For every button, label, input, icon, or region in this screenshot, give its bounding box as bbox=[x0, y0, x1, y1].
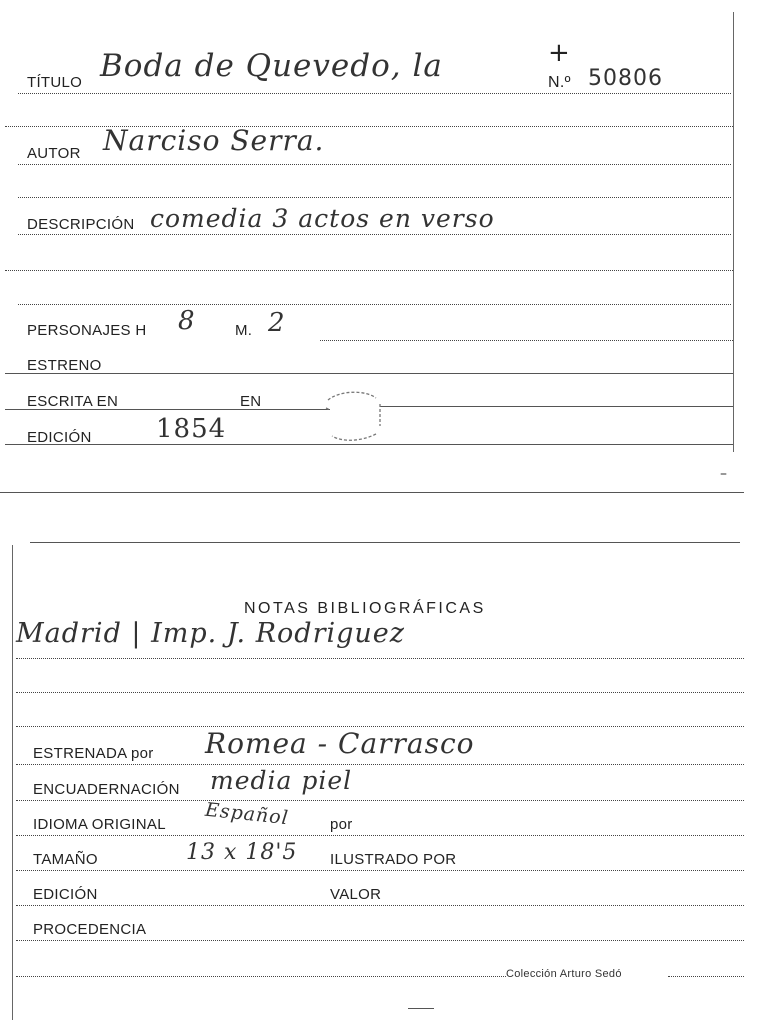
escrita-rule-left bbox=[5, 409, 330, 410]
cross-mark: + bbox=[548, 38, 570, 68]
estreno-rule bbox=[5, 373, 733, 374]
numero-label: N.º bbox=[548, 74, 571, 91]
edicion-bottom-label: EDICIÓN bbox=[33, 886, 98, 903]
collection-footer: Colección Arturo Sedó bbox=[506, 968, 622, 980]
escrita-rule-right bbox=[380, 406, 733, 407]
edicion-value: 1854 bbox=[156, 414, 227, 444]
autor-label: AUTOR bbox=[27, 145, 81, 162]
footer-rule bbox=[16, 976, 506, 977]
estrenada-rule bbox=[16, 764, 744, 765]
valor-label: VALOR bbox=[330, 886, 382, 903]
notas-heading: NOTAS BIBLIOGRÁFICAS bbox=[244, 600, 486, 617]
estreno-label: ESTRENO bbox=[27, 357, 102, 374]
estrenada-value: Romea - Carrasco bbox=[205, 727, 475, 760]
edicion-label: EDICIÓN bbox=[27, 429, 92, 446]
card-top-edge bbox=[30, 542, 740, 543]
notas-rule-2 bbox=[16, 692, 744, 693]
blank-rule-4 bbox=[18, 304, 731, 305]
descripcion-rule bbox=[18, 234, 731, 235]
personajes-rule bbox=[320, 340, 733, 341]
estrenada-label: ESTRENADA por bbox=[33, 745, 154, 762]
autor-rule bbox=[18, 164, 731, 165]
numero-value: 50806 bbox=[588, 66, 663, 91]
idioma-value: Español bbox=[204, 798, 290, 830]
encuadernacion-label: ENCUADERNACIÓN bbox=[33, 781, 180, 798]
card-bottom-edge bbox=[0, 492, 744, 493]
personajes-m-label: M. bbox=[235, 322, 253, 339]
blank-rule-2 bbox=[18, 197, 731, 198]
blank-rule-3 bbox=[5, 270, 733, 271]
footer-rule-end bbox=[668, 976, 744, 977]
catalog-card-top bbox=[0, 0, 759, 495]
bottom-tick bbox=[408, 1008, 434, 1009]
notas-line-value: Madrid | Imp. J. Rodriguez bbox=[16, 618, 406, 649]
idioma-label: IDIOMA ORIGINAL bbox=[33, 816, 166, 833]
autor-value: Narciso Serra. bbox=[103, 124, 325, 157]
encuadernacion-value: media piel bbox=[210, 766, 353, 795]
titulo-rule bbox=[18, 93, 731, 94]
personajes-h-value: 8 bbox=[178, 306, 196, 336]
descripcion-value: comedia 3 actos en verso bbox=[150, 204, 495, 233]
tamano-rule bbox=[16, 870, 744, 871]
titulo-value: Boda de Quevedo, la bbox=[100, 48, 443, 84]
procedencia-rule bbox=[16, 940, 744, 941]
escrita-en-label: EN bbox=[240, 393, 262, 410]
edicion-rule bbox=[5, 444, 733, 445]
edicion-bottom-rule bbox=[16, 905, 744, 906]
stamp-mark bbox=[320, 388, 386, 444]
idioma-por-label: por bbox=[330, 816, 353, 833]
tamano-label: TAMAÑO bbox=[33, 851, 98, 868]
catalog-card-bottom bbox=[0, 530, 759, 1028]
card-left-edge bbox=[12, 545, 13, 1020]
notas-rule-1 bbox=[16, 658, 744, 659]
idioma-rule bbox=[16, 835, 744, 836]
card-right-edge bbox=[733, 12, 734, 452]
encuadernacion-rule bbox=[16, 800, 744, 801]
titulo-label: TÍTULO bbox=[27, 74, 83, 91]
tamano-value: 13 x 18'5 bbox=[186, 840, 298, 865]
personajes-m-value: 2 bbox=[268, 308, 286, 338]
personajes-label: PERSONAJES H bbox=[27, 322, 147, 339]
dash-mark: – bbox=[720, 466, 727, 482]
escrita-label: ESCRITA EN bbox=[27, 393, 119, 410]
procedencia-label: PROCEDENCIA bbox=[33, 921, 147, 938]
descripcion-label: DESCRIPCIÓN bbox=[27, 216, 135, 233]
ilustrado-label: ILUSTRADO POR bbox=[330, 851, 457, 868]
